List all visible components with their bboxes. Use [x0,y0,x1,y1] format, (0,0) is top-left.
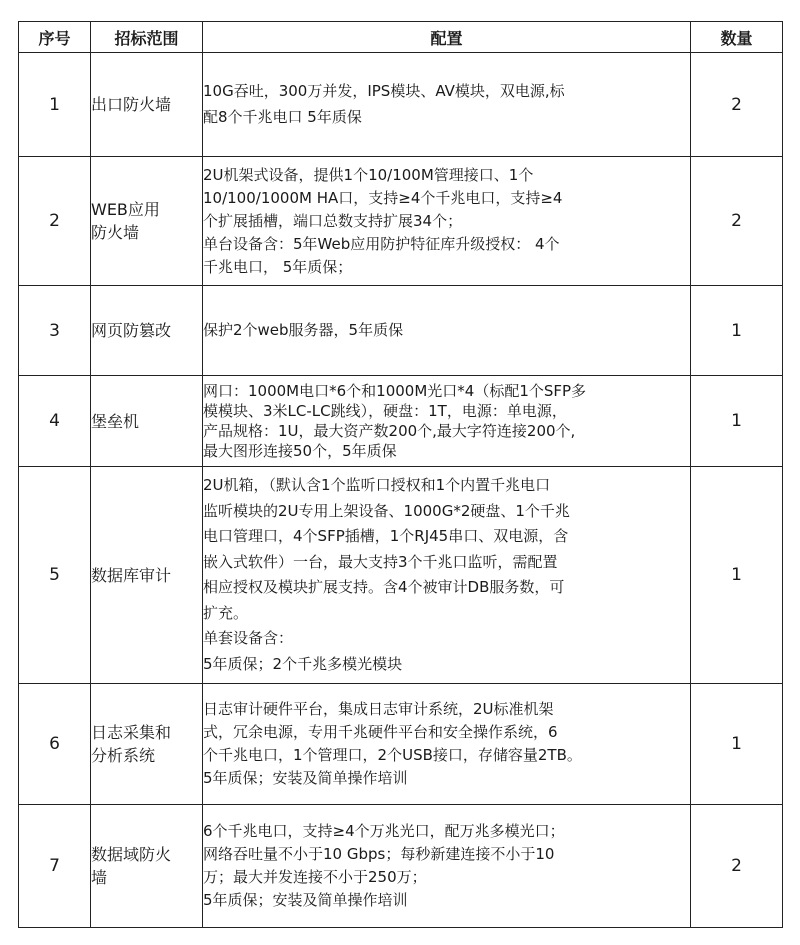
row-config [203,376,691,467]
header-config: 配置 [203,22,691,53]
config-line: 5年质保；安装及简单操作培训 [203,891,408,909]
config-line: 最大图形连接50个，5年质保 [203,442,397,460]
config-line: 网口：1000M电口*6个和1000M光口*4（标配1个SFP多 [203,382,587,400]
config-line: 千兆电口， 5年质保； [203,257,353,276]
row-qty: 1 [691,684,783,805]
row-scope [91,376,203,467]
config-line: 10G吞吐，300万并发，IPS模块、AV模块，双电源,标 [203,82,565,100]
config-line: 个扩展插槽，端口总数支持扩展34个； [203,211,463,230]
table-row [19,467,783,684]
row-no: 4 [19,376,91,467]
scope-line: 墙 [91,868,108,887]
config-line: 保护2个web服务器，5年质保 [203,321,404,339]
header-qty: 数量 [691,22,783,53]
scope-line: 防火墙 [91,223,140,242]
config-line: 5年质保；安装及简单操作培训 [203,769,408,787]
row-config [203,157,691,286]
table-row [19,286,783,376]
config-line: 产品规格：1U，最大资产数200个,最大字符连接200个, [203,422,576,440]
row-qty: 1 [691,376,783,467]
config-line: 5年质保；2个千兆多模光模块 [203,654,403,673]
table-row [19,53,783,157]
row-no: 5 [19,467,91,684]
scope-line: 数据库审计 [91,565,172,585]
table-header-row [19,22,783,53]
row-config [203,53,691,157]
table-row [19,684,783,805]
row-scope [91,805,203,928]
row-qty: 1 [691,467,783,684]
row-scope [91,467,203,684]
row-qty: 1 [691,286,783,376]
row-qty: 2 [691,157,783,286]
row-scope [91,684,203,805]
config-line: 配8个千兆电口 5年质保 [203,107,362,126]
config-line: 扩充。 [203,603,249,622]
config-line: 单台设备含：5年Web应用防护特征库升级授权： 4个 [203,234,560,253]
config-line: 2U机箱，（默认含1个监听口授权和1个内置千兆电口 [203,476,551,494]
header-no: 序号 [19,22,91,53]
config-line: 日志审计硬件平台，集成日志审计系统，2U标准机架 [203,700,554,718]
table-row [19,157,783,286]
table-row [19,805,783,928]
row-no: 7 [19,805,91,928]
row-no: 3 [19,286,91,376]
row-scope [91,53,203,157]
config-line: 个千兆电口，1个管理口，2个USB接口，存储容量2TB。 [203,746,582,764]
config-line: 模模块、3米LC-LC跳线），硬盘：1T，电源：单电源， [203,402,567,420]
row-qty: 2 [691,805,783,928]
row-scope [91,157,203,286]
config-line: 万；最大并发连接不小于250万； [203,868,427,886]
scope-line: 出口防火墙 [91,95,172,114]
row-config [203,467,691,684]
scope-line: 网页防篡改 [91,321,172,340]
scope-line: 分析系统 [91,746,156,765]
scope-line: WEB应用 [91,200,160,219]
row-no: 1 [19,53,91,157]
config-line: 10/100/1000M HA口，支持≥4个千兆电口，支持≥4 [203,188,563,207]
config-line: 单套设备含： [203,629,294,647]
config-line: 2U机架式设备，提供1个10/100M管理接口、1个 [203,165,534,184]
config-line: 网络吞吐量不小于10 Gbps；每秒新建连接不小于10 [203,845,555,863]
row-config [203,286,691,376]
config-line: 嵌入式软件）一台，最大支持3个千兆口监听，需配置 [203,552,558,571]
config-line: 相应授权及模块扩展支持。含4个被审计DB服务数，可 [203,578,565,596]
row-qty: 2 [691,53,783,157]
scope-line: 数据域防火 [91,845,172,864]
row-scope [91,286,203,376]
scope-line: 日志采集和 [91,723,172,742]
config-line: 监听模块的2U专用上架设备、1000G*2硬盘、1个千兆 [203,501,570,520]
config-line: 式，冗余电源，专用千兆硬件平台和安全操作系统，6 [203,723,558,741]
row-no: 2 [19,157,91,286]
procurement-spec-table [18,21,783,928]
table-row [19,376,783,467]
config-line: 6个千兆电口，支持≥4个万兆光口，配万兆多模光口； [203,822,565,840]
row-no: 6 [19,684,91,805]
row-config [203,805,691,928]
header-scope: 招标范围 [91,22,203,53]
row-config [203,684,691,805]
config-line: 电口管理口，4个SFP插槽，1个RJ45串口、双电源，含 [203,527,569,545]
scope-line: 堡垒机 [91,411,140,431]
